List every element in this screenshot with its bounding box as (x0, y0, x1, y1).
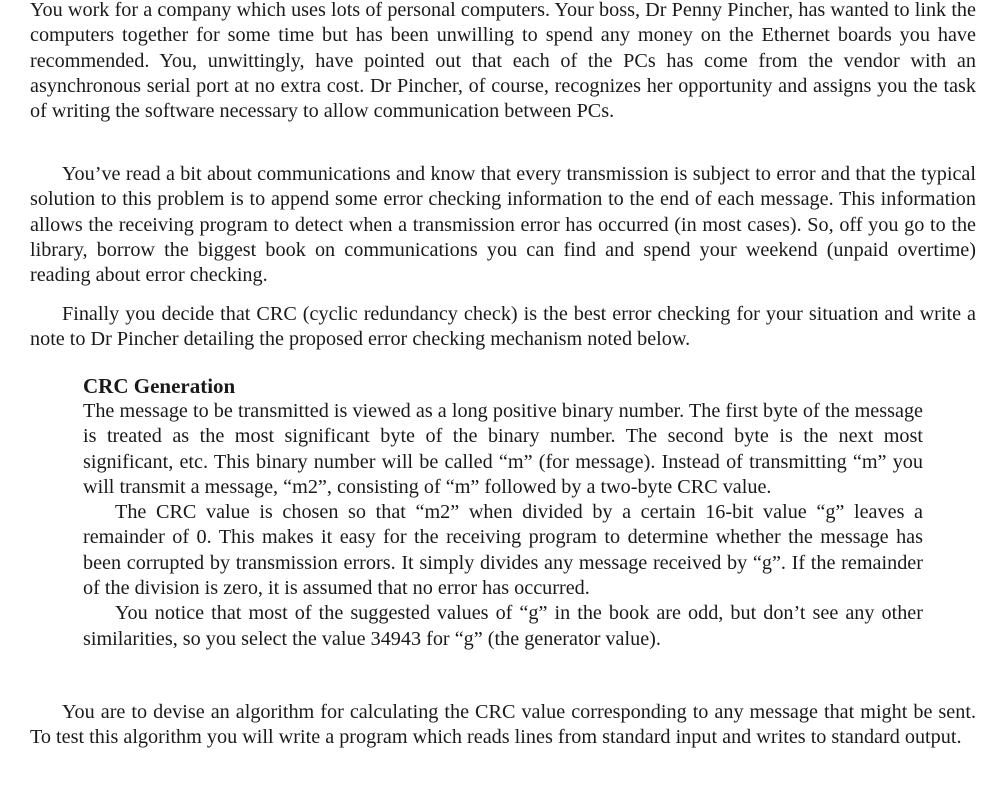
crc-note-paragraph-1: The message to be transmitted is viewed as a long positive binary number. The first byte of the message is treated as the most significant byte of the binary number. The second byte is the next most significant, etc. This binary number will be called “m” (for message). Instead of transmitting “m” you will transmit a message, “m2”, consisting of “m” followed by a two-byte CRC value. (83, 400, 923, 498)
crc-note-block (83, 374, 923, 652)
crc-note-title: CRC Generation (83, 374, 236, 398)
background-paragraph: You’ve read a bit about communications and know that every transmission is subject to error and that the typical solution to this problem is to append some error checking information to the end of each message. This information allows the receiving program to detect when a transmission error has occurred (in most cases). So, off you go to the library, borrow the biggest book on communications you can find and spend your weekend (unpaid overtime) reading about error checking. (30, 163, 976, 287)
intro-paragraph: You work for a company which uses lots of personal computers. Your boss, Dr Penny Pincher, has wanted to link the computers together for some time but has been unwilling to spend any money on the Ethernet boards you have recommended. You, unwittingly, have pointed out that each of the PCs has come from the vendor with an asynchronous serial port at no extra cost. Dr Pincher, of course, recognizes her opportunity and assigns you the task of writing the software necessary to allow communication between PCs. (30, 0, 976, 123)
crc-note-paragraph-3: You notice that most of the suggested values of “g” in the book are odd, but don’t see any other similarities, so you select the value 34943 for “g” (the generator value). (83, 602, 923, 650)
task-paragraph: You are to devise an algorithm for calculating the CRC value corresponding to any message that might be sent. To test this algorithm you will write a program which reads lines from standard input and writes to standard output. (30, 701, 976, 749)
crc-note-paragraph-2: The CRC value is chosen so that “m2” when divided by a certain 16-bit value “g” leaves a remainder of 0. This makes it easy for the receiving program to determine whether the message has been corrupted by transmission errors. It simply divides any message received by “g”. If the remainder of the division is zero, it is assumed that no error has occurred. (83, 501, 923, 600)
decision-paragraph: Finally you decide that CRC (cyclic redundancy check) is the best error checking for your situation and write a note to Dr Pincher detailing the proposed error checking mechanism noted below. (30, 303, 976, 351)
